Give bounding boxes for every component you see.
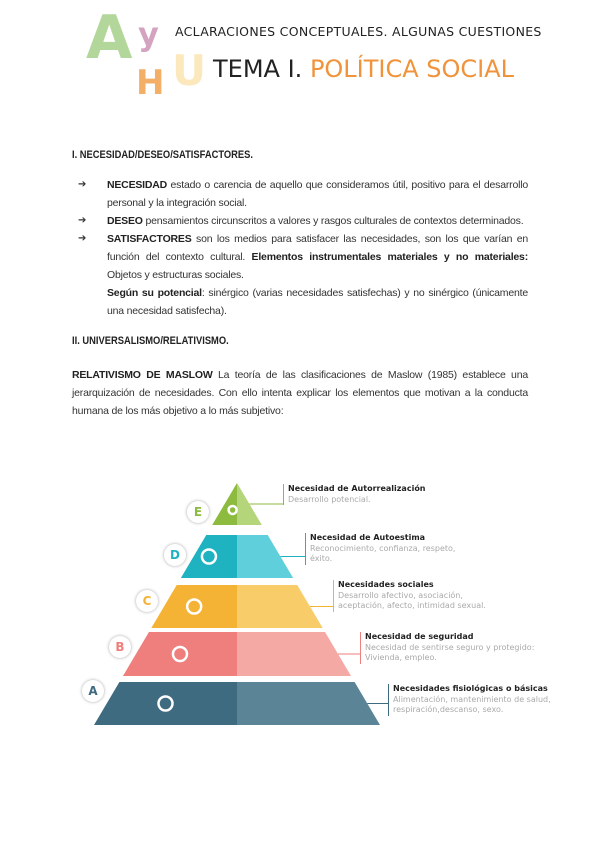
term: SATISFACTORES [107, 233, 192, 245]
definition: estado o carencia de aquello que consideramos útil, positivo para el desarrollo personal y la integración social. [107, 179, 528, 209]
tier-description: Necesidad de sentirse seguro y protegido: Vivienda, empleo. [365, 642, 535, 662]
logo-letter: A [86, 3, 133, 73]
definition: La teoría de las clasificaciones de Maslow (1985) establece una jerarquización de necesidades. Con ello intenta explicar los elementos que motivan a la conducta humana de los más objetivo a lo más subjetivo: [72, 369, 528, 417]
section-heading: II. UNIVERSALISMO/RELATIVISMO. [72, 335, 229, 347]
tier-description: Alimentación, mantenimiento de salud, respiración,descanso, sexo. [393, 694, 551, 714]
tier-description: Desarrollo potencial. [288, 494, 371, 504]
tier-title: Necesidades sociales [338, 580, 434, 589]
logo-letter: U [172, 46, 207, 95]
tier-letter-badge: C [136, 590, 158, 612]
logo-letter: H [136, 63, 165, 103]
title-accent: POLÍTICA SOCIAL [309, 55, 515, 83]
definition: pensamientos circunscritos a valores y rasgos culturales de contextos determinados. [142, 215, 524, 227]
tier-letter-badge: D [164, 544, 186, 566]
logo-letter: y [138, 15, 159, 53]
tier-label [388, 684, 573, 716]
term: DESEO [107, 215, 143, 227]
tier-letter-badge: E [187, 501, 209, 523]
pyramid-tier-left [94, 682, 237, 725]
tier-label [283, 484, 458, 505]
term: Según su potencial [107, 287, 202, 299]
pyramid-tier-right [237, 585, 323, 628]
tier-letter-badge: A [82, 680, 104, 702]
section-heading: I. NECESIDAD/DESEO/SATISFACTORES. [72, 149, 253, 161]
subtitle: ACLARACIONES CONCEPTUALES. ALGUNAS CUESTIONES [175, 24, 542, 39]
pyramid-tier-left [212, 483, 237, 525]
pyramid-tier-right [237, 632, 351, 676]
tier-title: Necesidad de Autoestima [310, 533, 426, 542]
pyramid-tier-left [123, 632, 237, 676]
pyramid-tier-left [151, 585, 237, 628]
tier-letter-badge: B [109, 636, 131, 658]
tier-title: Necesidad de Autorrealización [288, 484, 426, 493]
tier-label [305, 533, 480, 565]
term: RELATIVISMO DE MASLOW [72, 369, 213, 381]
definition: : sinérgico (varias necesidades satisfechas) y no sinérgico (únicamente una necesidad satisfecha). [107, 287, 528, 317]
definition: son los medios para satisfacer las necesidades, son los que varían en función del contexto cultural. [107, 233, 528, 263]
definition: Objetos y estructuras sociales. [107, 269, 244, 281]
tier-title: Necesidades fisiológicas o básicas [393, 684, 548, 693]
pyramid-tier-left [181, 535, 237, 578]
tier-title: Necesidad de seguridad [365, 632, 474, 641]
term: Elementos instrumentales materiales y no materiales: [251, 251, 528, 263]
term: NECESIDAD [107, 179, 168, 191]
tier-label [333, 580, 508, 612]
tier-description: Reconocimiento, confianza, respeto, éxito. [310, 543, 456, 563]
pyramid-tier-right [237, 682, 380, 725]
title-prefix: TEMA I. [213, 55, 303, 83]
tier-description: Desarrollo afectivo, asociación, aceptación, afecto, intimidad sexual. [338, 590, 486, 610]
tier-label [360, 632, 535, 664]
